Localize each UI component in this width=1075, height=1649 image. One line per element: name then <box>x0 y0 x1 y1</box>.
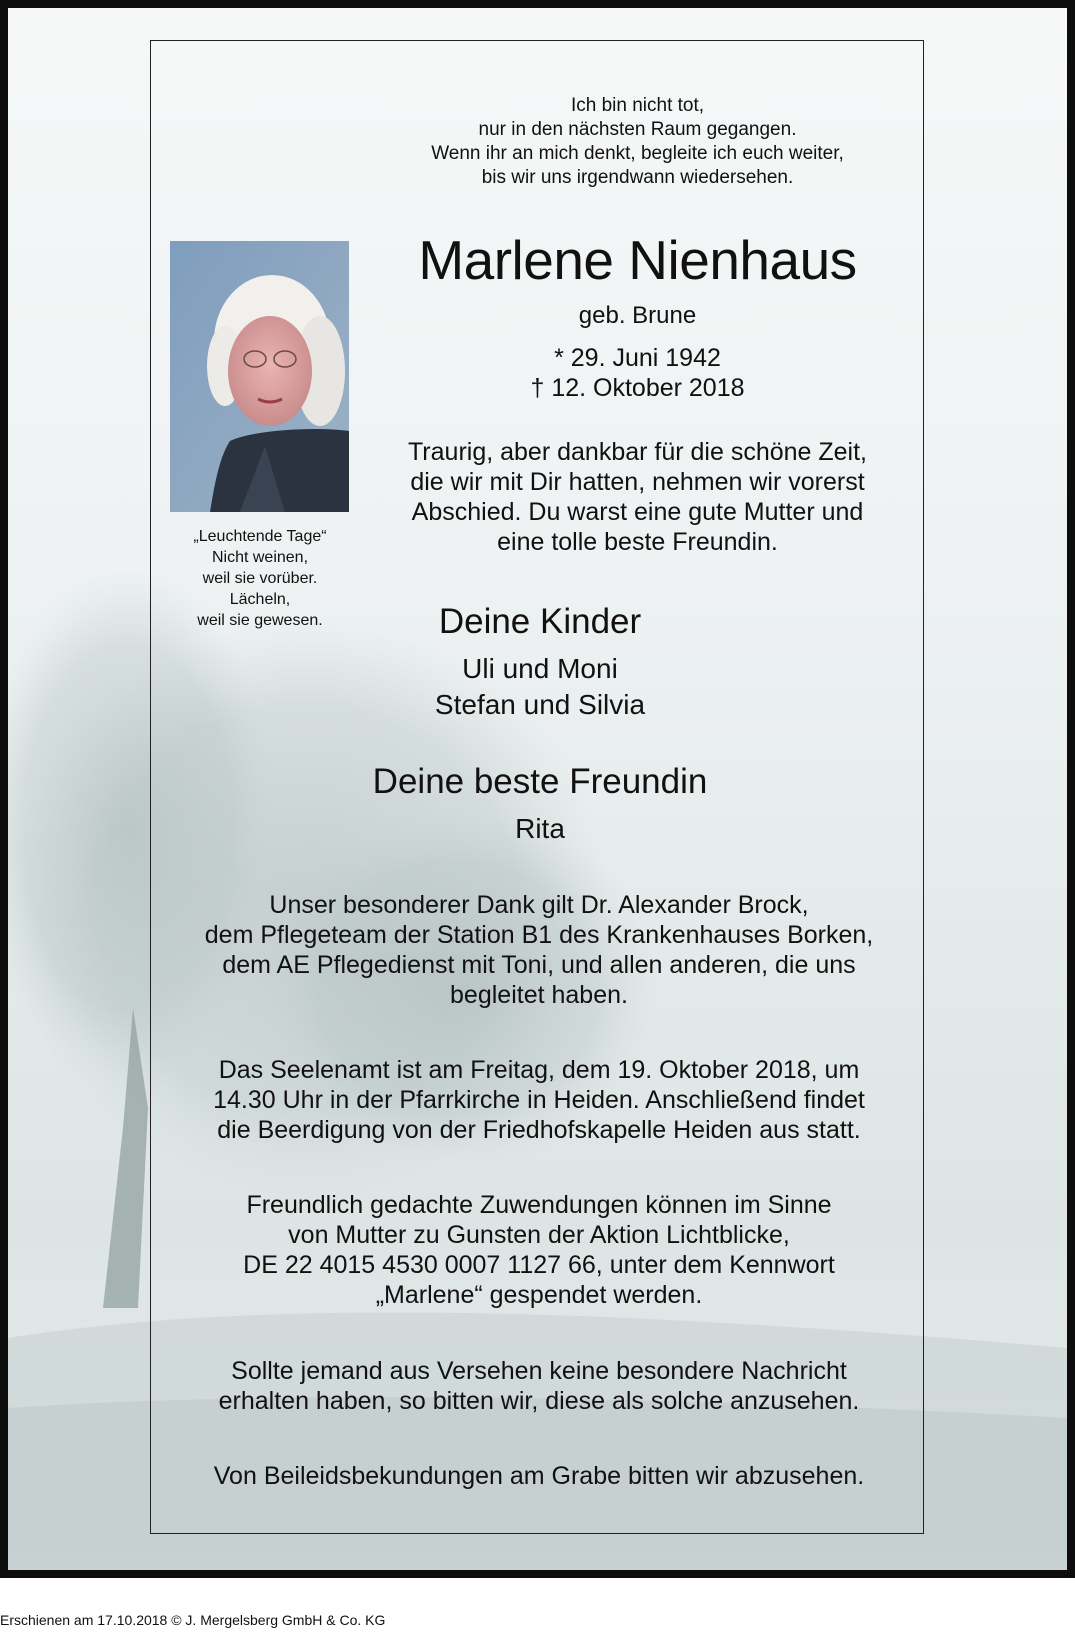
friend-heading: Deine beste Freundin <box>372 762 708 801</box>
intro-line: Abschied. Du warst eine gute Mutter und <box>411 498 864 526</box>
quote-line: „Leuchtende Tage“ <box>193 528 327 545</box>
condolences-paragraph <box>170 1461 908 1491</box>
poem-line: Ich bin nicht tot, <box>570 95 705 116</box>
service-paragraph <box>170 1055 908 1145</box>
poem-line: nur in den nächsten Raum gegangen. <box>478 119 797 140</box>
publication-credit: Erschienen am 17.10.2018 © J. Mergelsberg GmbH & Co. KG <box>0 1612 386 1628</box>
quote-line: weil sie gewesen. <box>197 612 323 629</box>
death-date: † 12. Oktober 2018 <box>530 374 745 402</box>
portrait-photo <box>170 241 349 512</box>
quote-line: weil sie vorüber. <box>202 570 318 587</box>
paragraph-line: dem AE Pflegedienst mit Toni, und allen anderen, die uns <box>222 951 856 979</box>
intro-line: die wir mit Dir hatten, nehmen wir vorerst <box>410 468 865 496</box>
children-name: Uli und Moni <box>462 653 618 684</box>
quote-line: Lächeln, <box>229 591 291 608</box>
notice-paragraph <box>170 1356 908 1416</box>
friend-name: Rita <box>515 813 565 844</box>
intro-line: Traurig, aber dankbar für die schöne Zeit, <box>407 438 868 466</box>
quote-line: Nicht weinen, <box>211 549 309 566</box>
photo-quote <box>172 526 348 631</box>
birth-name: geb. Brune <box>578 302 697 329</box>
birth-date: * 29. Juni 1942 <box>554 344 721 372</box>
deceased-name: Marlene Nienhaus <box>418 229 857 291</box>
donations-paragraph <box>170 1190 908 1310</box>
children-name: Stefan und Silvia <box>434 689 646 720</box>
paragraph-line: Sollte jemand aus Versehen keine besondere Nachricht <box>231 1357 847 1385</box>
children-names <box>370 651 710 723</box>
intro-line: eine tolle beste Freundin. <box>497 528 778 556</box>
intro-text <box>375 437 900 557</box>
paragraph-line: „Marlene“ gespendet werden. <box>375 1281 703 1309</box>
paragraph-line: dem Pflegeteam der Station B1 des Krankenhauses Borken, <box>204 921 874 949</box>
paragraph-line: Unser besonderer Dank gilt Dr. Alexander Brock, <box>269 891 809 919</box>
paragraph-line: Freundlich gedachte Zuwendungen können im Sinne <box>246 1191 832 1219</box>
paragraph-line: Von Beileidsbekundungen am Grabe bitten wir abzusehen. <box>213 1462 865 1490</box>
paragraph-line: erhalten haben, so bitten wir, diese als solche anzusehen. <box>218 1387 860 1415</box>
thanks-paragraph <box>170 890 908 1010</box>
children-heading: Deine Kinder <box>438 602 642 641</box>
paragraph-line: die Beerdigung von der Friedhofskapelle Heiden aus statt. <box>217 1116 861 1144</box>
paragraph-line: 14.30 Uhr in der Pfarrkirche in Heiden. Anschließend findet <box>213 1086 865 1114</box>
paragraph-line: begleitet haben. <box>450 981 628 1009</box>
opening-poem <box>375 94 900 190</box>
paragraph-line: von Mutter zu Gunsten der Aktion Lichtblicke, <box>288 1221 790 1249</box>
poem-line: Wenn ihr an mich denkt, begleite ich euch weiter, <box>431 143 844 164</box>
paragraph-line: DE 22 4015 4530 0007 1127 66, unter dem Kennwort <box>243 1251 835 1279</box>
life-dates <box>375 343 900 403</box>
poem-line: bis wir uns irgendwann wiedersehen. <box>481 167 794 188</box>
paragraph-line: Das Seelenamt ist am Freitag, dem 19. Oktober 2018, um <box>218 1056 860 1084</box>
